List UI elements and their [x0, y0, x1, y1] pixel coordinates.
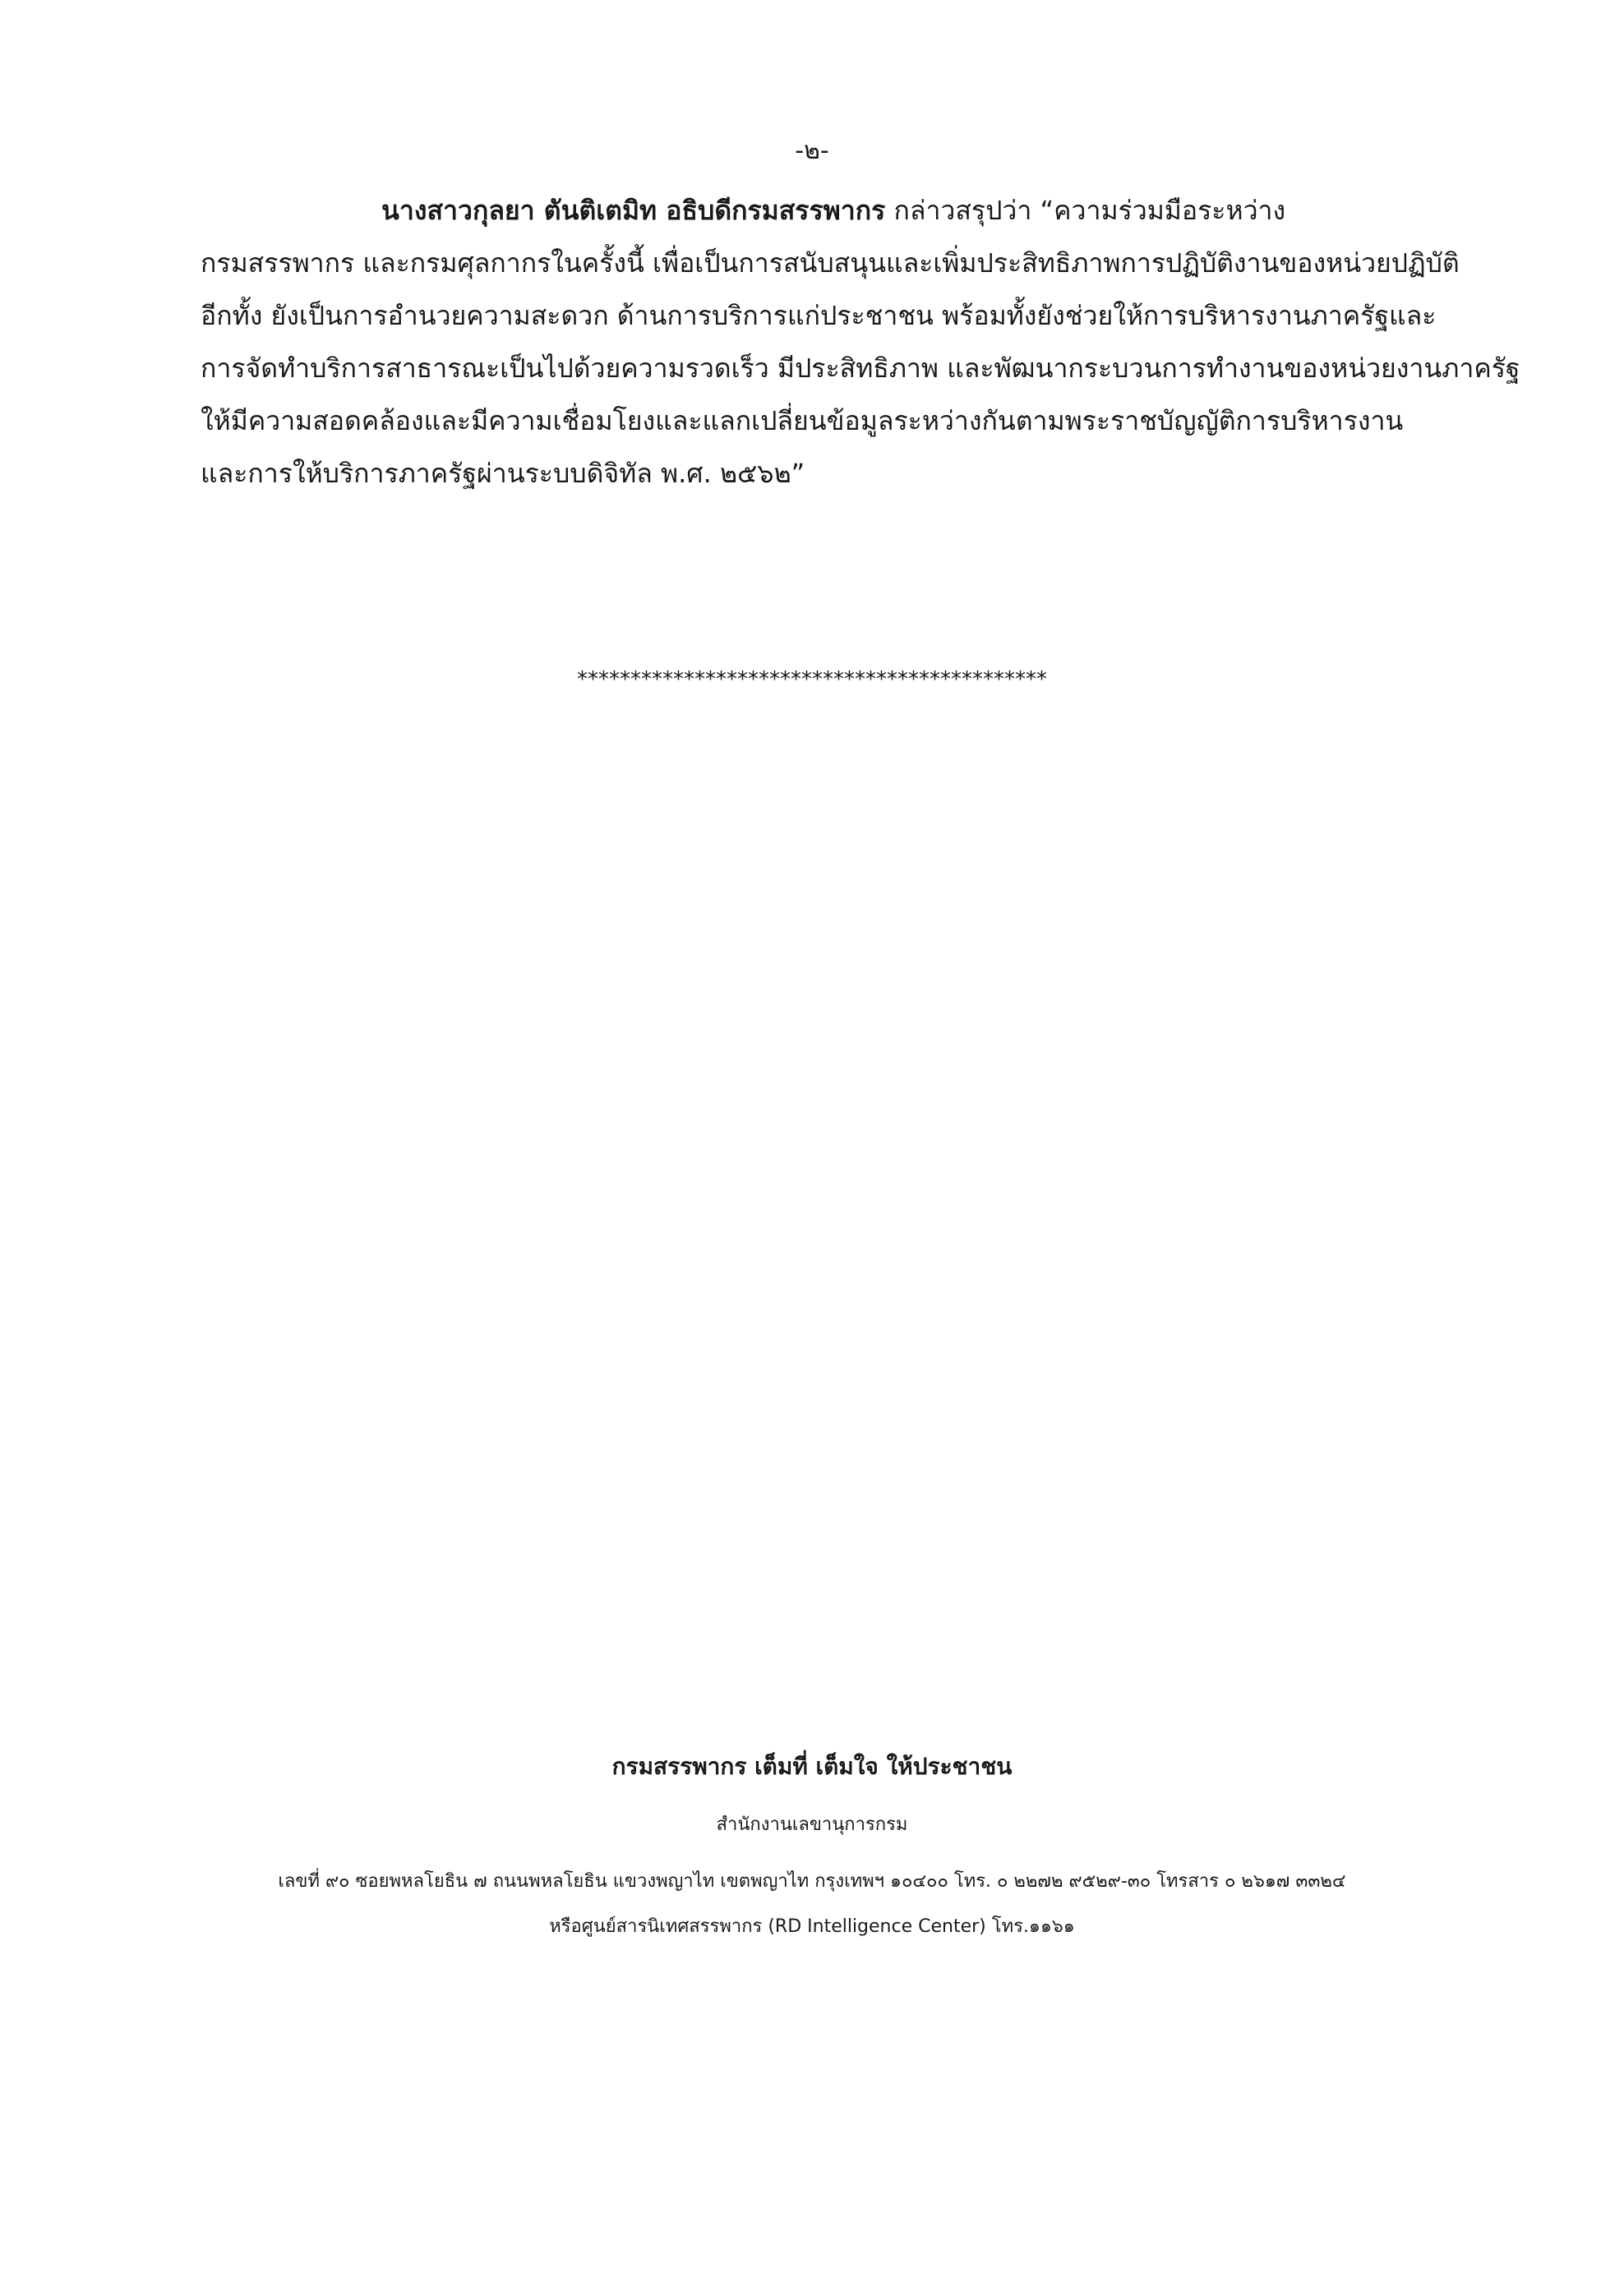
- paragraph-line-3: อีกทั้ง ยังเป็นการอำนวยความสะดวก ด้านการบริการแก่ประชาชน พร้อมทั้งยังช่วยให้การบริหารงานภาครัฐและ: [201, 300, 1437, 331]
- closing-paragraph: [201, 184, 1520, 500]
- paragraph-line-2: กรมสรรพากร และกรมศุลกากรในครั้งนี้ เพื่อเป็นการสนับสนุนและเพิ่มประสิทธิภาพการปฏิบัติงานของหน่วยปฏิบัติ: [201, 247, 1460, 279]
- paragraph-line-4: การจัดทำบริการสาธารณะเป็นไปด้วยความรวดเร็ว มีประสิทธิภาพ และพัฒนากระบวนการทำงานของหน่วยงานภาครัฐ: [201, 353, 1520, 384]
- footer-hotline: หรือศูนย์สารนิเทศสรรพากร (RD Intelligence Center) โทร.๑๑๖๑: [549, 1916, 1075, 1937]
- footer-office: สำนักงานเลขานุการกรม: [716, 1814, 908, 1835]
- footer: [0, 1749, 1624, 1940]
- paragraph-line-1: [201, 184, 1483, 237]
- footer-address: เลขที่ ๙๐ ซอยพหลโยธิน ๗ ถนนพหลโยธิน แขวงพญาไท เขตพญาไท กรุงเทพฯ ๑๐๔๐๐ โทร. ๐ ๒๒๗๒ ๙๕๒๙-๓๐ โทรสาร ๐ ๒๖๑๗ ๓๓๒๔: [278, 1871, 1346, 1892]
- asterisk-separator: ********************************************: [577, 667, 1047, 692]
- page-number: -๒-: [795, 136, 829, 165]
- paragraph-line-6: และการให้บริการภาครัฐผ่านระบบดิจิทัล พ.ศ. ๒๕๖๒”: [201, 458, 805, 489]
- footer-slogan: กรมสรรพากร เต็มที่ เต็มใจ ให้ประชาชน: [611, 1753, 1013, 1780]
- speaker-name: นางสาวกุลยา ตันติเตมิท อธิบดีกรมสรรพากร: [381, 195, 886, 226]
- paragraph-line-5: ให้มีความสอดคล้องและมีความเชื่อมโยงและแลกเปลี่ยนข้อมูลระหว่างกันตามพระราชบัญญัติการบริหารงาน: [201, 405, 1404, 436]
- paragraph-line-1-text: กล่าวสรุปว่า “ความร่วมมือระหว่าง: [885, 195, 1286, 226]
